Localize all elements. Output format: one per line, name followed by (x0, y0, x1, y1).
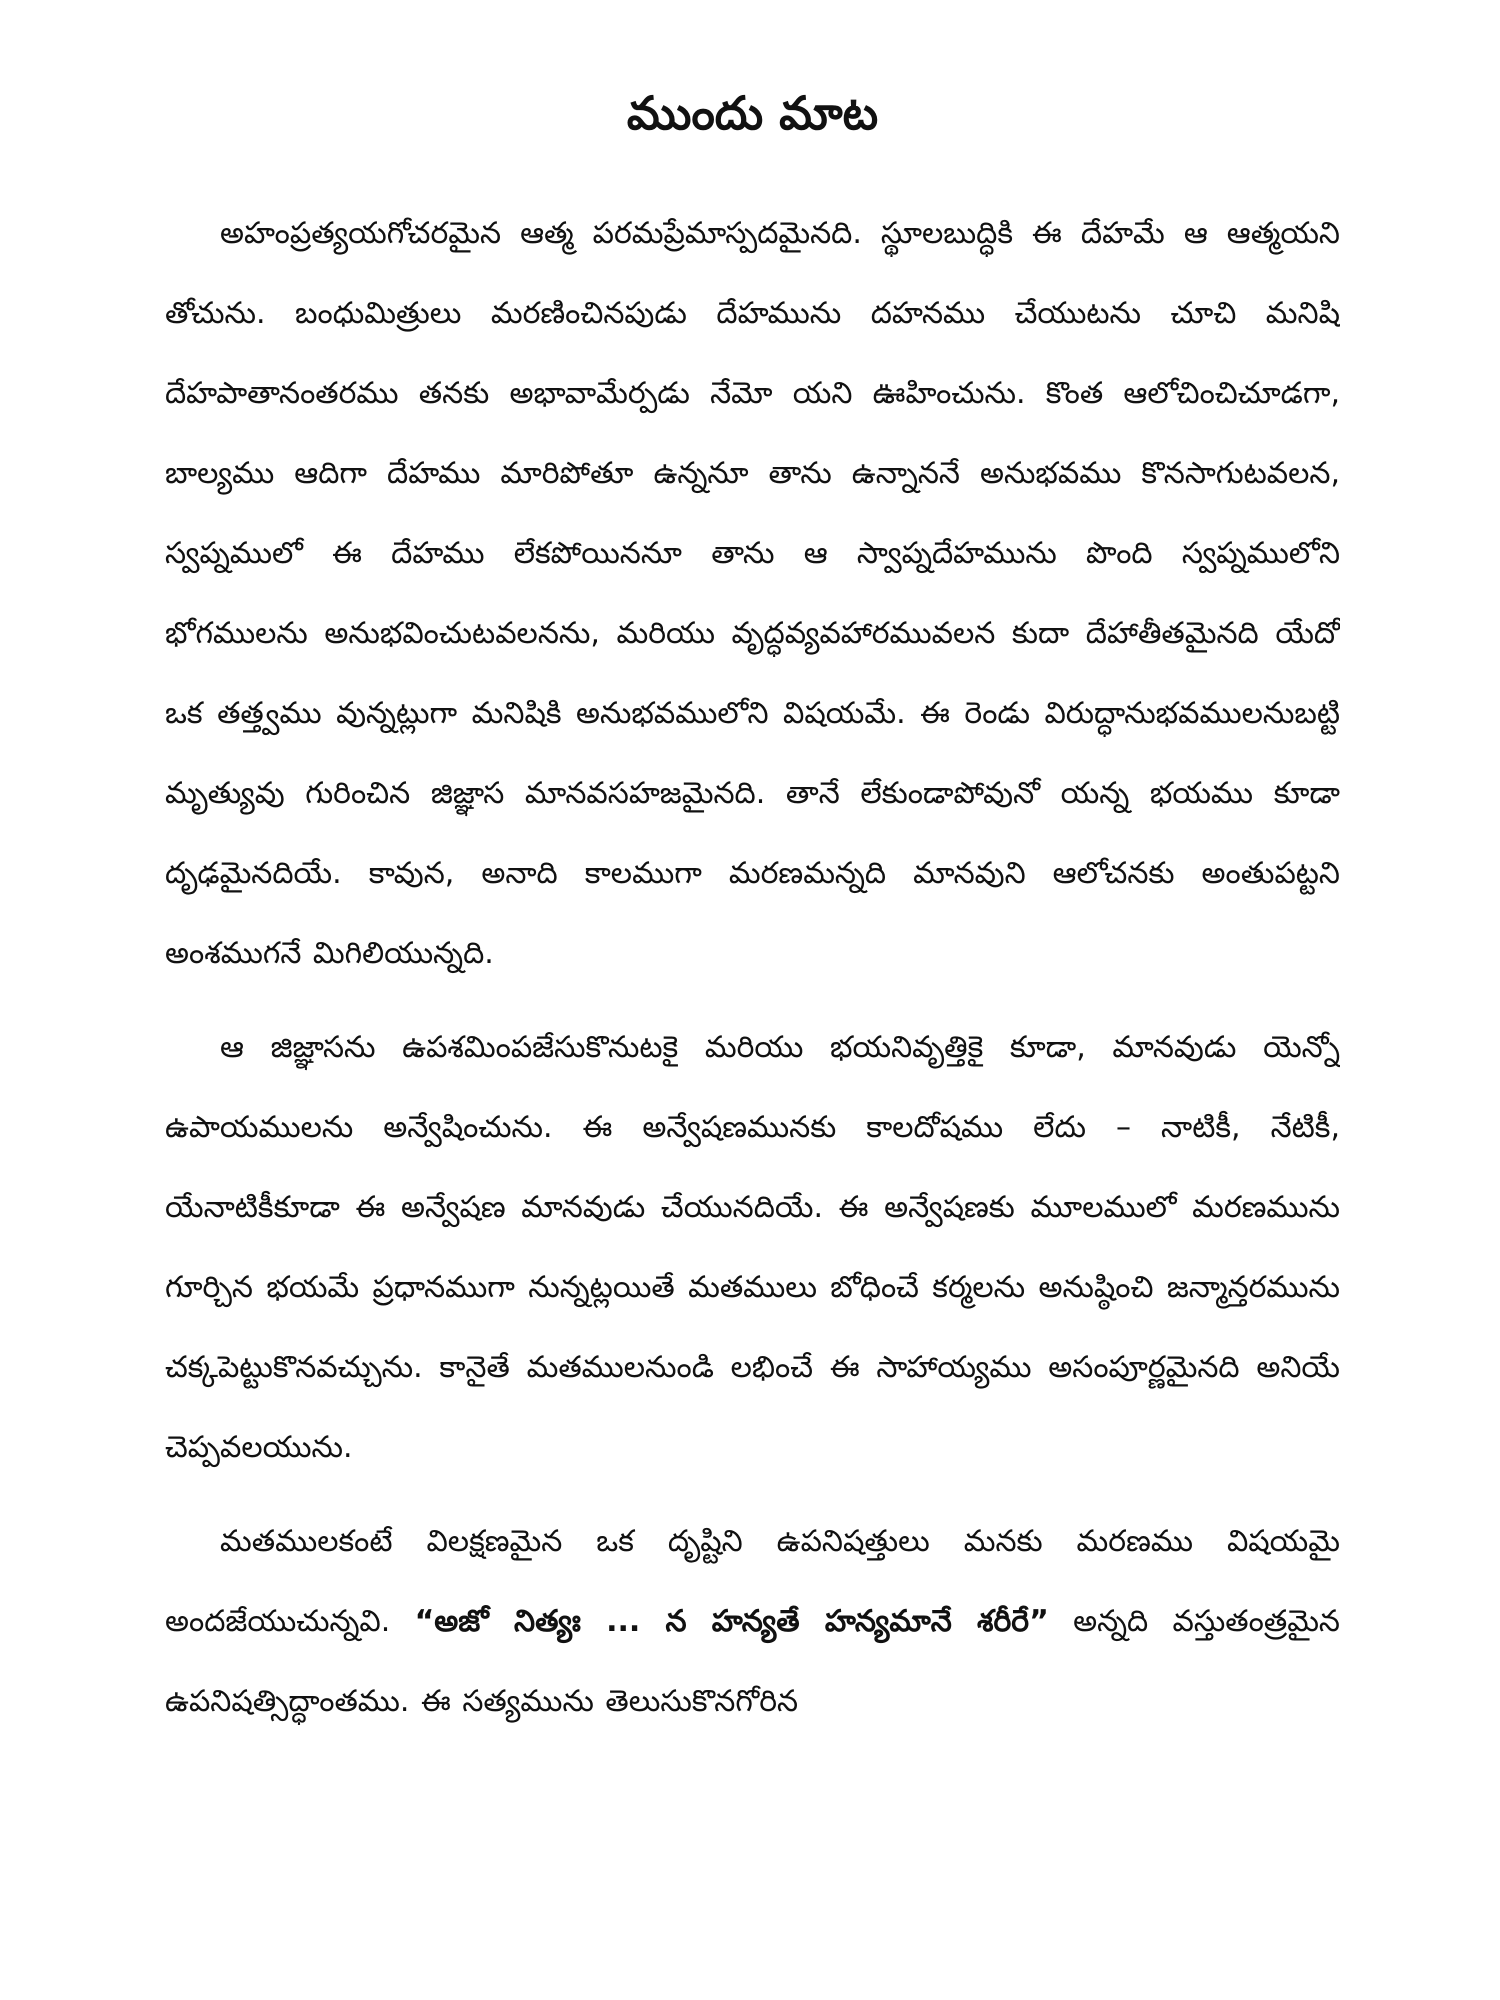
paragraph-2: ఆ జిజ్ఞాసను ఉపశమింపజేసుకొనుటకై మరియు భయనివృత్తికై కూడా, మానవుడు యెన్నో ఉపాయములను అన్వేషించును. ఈ అన్వేషణమునకు కాలదోషము లేదు – నాటికీ, నేటికీ, యేనాటికీకూడా ఈ అన్వేషణ మానవుడు చేయునదియే. ఈ అన్వేషణకు మూలములో మరణమును గూర్చిన భయమే ప్రధానముగా నున్నట్లయితే మతములు బోధించే కర్మలను అనుష్ఠించి జన్మాన్తరమును చక్కపెట్టుకొనవచ్చును. కానైతే మతములనుండి లభించే ఈ సాహాయ్యము అసంపూర్ణమైనది అనియే చెప్పవలయును. (165, 1030, 1340, 1465)
paragraph-3 (165, 1502, 1340, 1742)
paragraph-3-text-before: మతములకంటే విలక్షణమైన ఒక దృష్టిని ఉపనిషత్తులు మనకు మరణము విషయమై అందజేయుచున్నవి. (165, 1524, 1340, 1639)
page-title: ముందు మాట (626, 86, 879, 140)
paragraph-1: అహంప్రత్యయగోచరమైన ఆత్మ పరమప్రేమాస్పదమైనది. స్థూలబుద్ధికి ఈ దేహమే ఆ ఆత్మయని తోచును. బంధుమిత్రులు మరణించినపుడు దేహమును దహనము చేయుటను చూచి మనిషి దేహపాతానంతరము తనకు అభావామేర్పడు నేమో యని ఊహించును. కొంత ఆలోచించిచూడగా, బాల్యము ఆదిగా దేహము మారిపోతూ ఉన్ననూ తాను ఉన్నాననే అనుభవము కొనసాగుటవలన, స్వప్నములో ఈ దేహము లేకపోయిననూ తాను ఆ స్వాప్నదేహమును పొంది స్వప్నములోని భోగములను అనుభవించుటవలనను, మరియు వృద్ధవ్యవహారమువలన కుదా దేహాతీతమైనది యేదో ఒక తత్త్వము వున్నట్లుగా మనిషికి అనుభవములోని విషయమే. ఈ రెండు విరుద్ధానుభవములనుబట్టి మృత్యువు గురించిన జిజ్ఞాస మానవసహజమైనది. తానే లేకుండాపోవునో యన్న భయము కూడా దృఢమైనదియే. కావున, అనాది కాలముగా మరణమన్నది మానవుని ఆలోచనకు అంతుపట్టని అంశముగనే మిగిలియున్నది. (165, 216, 1340, 971)
paragraph-3-text-after: అన్నది వస్తుతంత్రమైన ఉపనిషత్సిద్ధాంతము. ఈ సత్యమును తెలుసుకొనగోరిన (165, 1604, 1340, 1719)
upanishad-quote: “అజో నిత్యః ... న హన్యతే హన్యమానే శరీరే” (414, 1604, 1049, 1639)
document-page (165, 78, 1340, 1978)
